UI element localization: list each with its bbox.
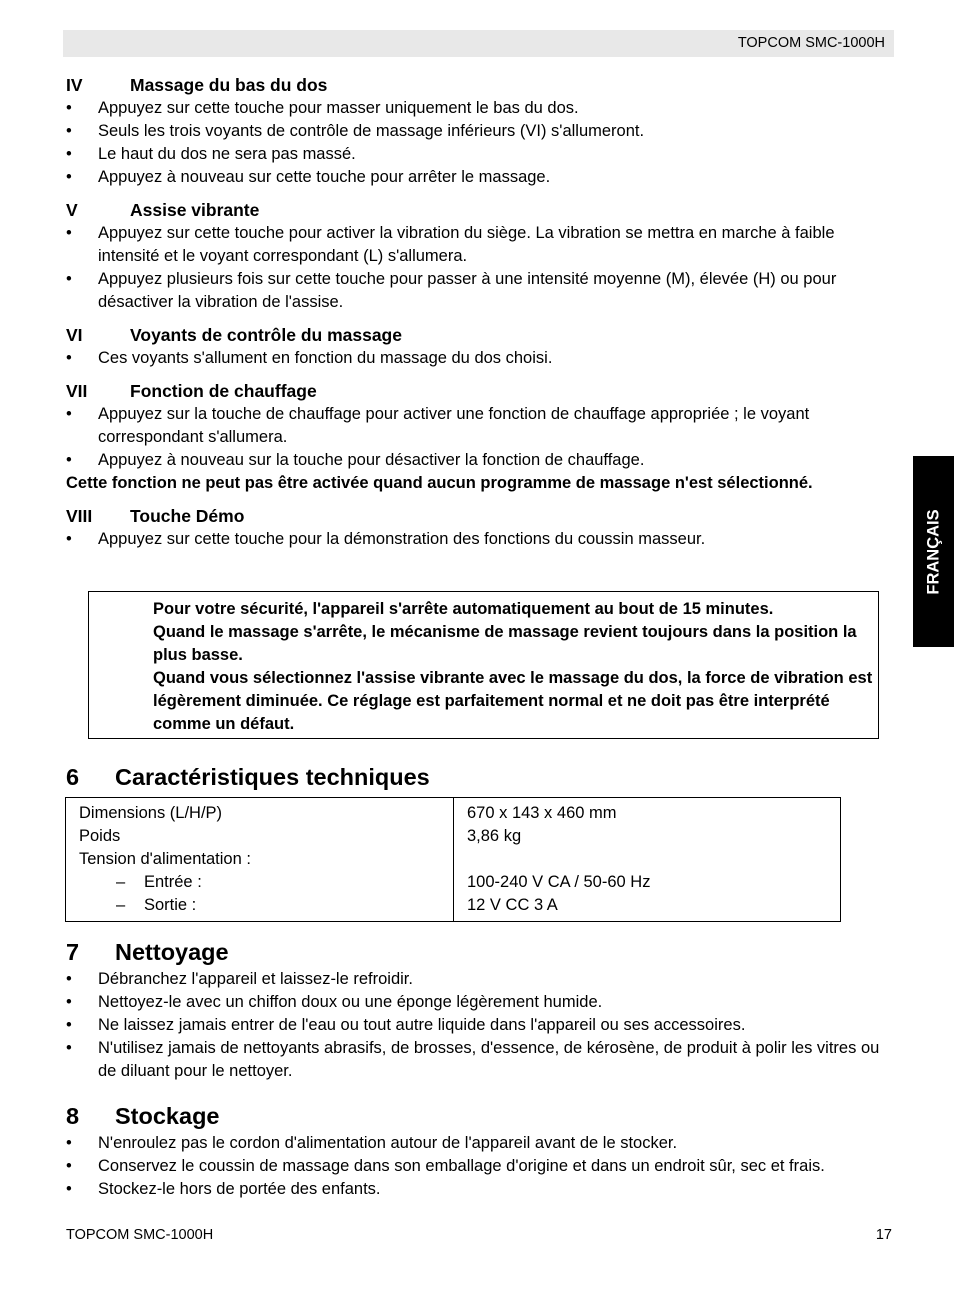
subsection-title: Touche Démo [130,506,245,526]
list-item-text: Appuyez sur cette touche pour activer la vibration du siège. La vibration se mettra en marche à faible intensité et le voyant correspondant (L) s'allumera. [98,224,835,265]
list-item [66,143,896,166]
spec-values-cell [454,798,841,922]
subsection-heading [66,505,896,528]
subsection-number: V [66,200,78,220]
bullet-icon: • [66,451,72,469]
bullet-list [66,347,896,370]
list-item [66,1155,896,1178]
spec-label: Poids [79,827,121,845]
subsection-title: Massage du bas du dos [130,75,328,95]
bullet-icon: • [66,145,72,163]
list-item-text: Appuyez sur cette touche pour la démonstration des fonctions du coussin masseur. [98,530,706,548]
list-item-text: Ces voyants s'allument en fonction du massage du dos choisi. [98,349,553,367]
bullet-icon: • [66,405,72,423]
spec-sublabel-text: Sortie : [144,896,197,914]
footer-title: TOPCOM SMC-1000H [66,1227,214,1243]
list-item-text: Appuyez plusieurs fois sur cette touche pour passer à une intensité moyenne (M), élevée (H) ou pour désactiver la vibration de l'assise. [98,270,837,311]
section-title: Stockage [115,1103,220,1129]
list-item [66,449,896,472]
heating-warning: Cette fonction ne peut pas être activée quand aucun programme de massage n'est sélectionné. [66,474,813,492]
bullet-icon: • [66,1180,72,1198]
subsection-heading [66,199,896,222]
list-item [66,268,896,314]
bullet-icon: • [66,168,72,186]
dash-icon: – [116,873,126,891]
bullet-list [66,403,896,472]
bullet-icon: • [66,1134,72,1152]
list-item-text: Appuyez sur la touche de chauffage pour activer une fonction de chauffage appropriée ; le voyant correspondant s'allumera. [98,405,810,446]
spec-value-empty [467,848,840,871]
list-item [66,97,896,120]
list-item [66,120,896,143]
language-tab [913,456,954,647]
bullet-icon: • [66,99,72,117]
bullet-icon: • [66,224,72,242]
list-item [66,166,896,189]
note-line: Pour votre sécurité, l'appareil s'arrête automatiquement au bout de 15 minutes. [153,600,774,618]
section-heading-storage [66,1102,220,1130]
bullet-list [66,97,896,189]
spec-value: 12 V CC 3 A [467,896,558,914]
bullet-icon: • [66,349,72,367]
section-number: 6 [66,764,80,790]
subsection-heading [66,74,896,97]
subsection-number: VI [66,325,83,345]
dash-icon: – [116,896,126,914]
language-tab-label: FRANÇAIS [924,508,942,595]
list-item-text: N'enroulez pas le cordon d'alimentation autour de l'appareil avant de le stocker. [98,1134,678,1152]
subsection-number: VIII [66,506,93,526]
subsection-heading [66,324,896,347]
safety-note-box [88,591,879,739]
list-item [66,1132,896,1155]
subsection-number: IV [66,75,83,95]
spec-labels-cell [66,798,454,922]
list-item-text: N'utilisez jamais de nettoyants abrasifs, de brosses, d'essence, de kérosène, de produit à polir les vitres ou de diluant pour le nettoyer. [98,1039,880,1080]
section-title: Caractéristiques techniques [115,764,430,790]
list-item-text: Appuyez à nouveau sur cette touche pour arrêter le massage. [98,168,551,186]
list-item-text: Appuyez sur cette touche pour masser uniquement le bas du dos. [98,99,579,117]
bullet-list [66,1132,896,1201]
list-item [66,403,896,449]
page-number: 17 [875,1227,892,1243]
subsection-heading [66,380,896,403]
spec-label: Tension d'alimentation : [79,850,251,868]
list-item-text: Seuls les trois voyants de contrôle de massage inférieurs (VI) s'allumeront. [98,122,645,140]
list-item [66,1037,896,1083]
note-line: Quand vous sélectionnez l'assise vibrante avec le massage du dos, la force de vibration est légèrement diminuée. Ce réglage est parfaitement normal et ne doit pas être interprété comme un défaut. [153,669,873,733]
bullet-icon: • [66,270,72,288]
spec-table [65,797,841,922]
bullet-icon: • [66,530,72,548]
list-item-text: Ne laissez jamais entrer de l'eau ou tout autre liquide dans l'appareil ou ses accessoires. [98,1016,746,1034]
spec-value: 670 x 143 x 460 mm [467,804,617,822]
bullet-icon: • [66,1039,72,1057]
subsection-title: Voyants de contrôle du massage [130,325,402,345]
spec-value: 3,86 kg [467,827,522,845]
spec-value: 100-240 V CA / 50-60 Hz [467,873,651,891]
subsection-number: VII [66,381,88,401]
bullet-icon: • [66,1157,72,1175]
section-number: 7 [66,939,80,965]
list-item [66,347,896,370]
header-title: TOPCOM SMC-1000H [737,35,885,51]
safety-note-text [153,598,876,736]
list-item [66,528,896,551]
table-row [66,798,841,922]
note-line: Quand le massage s'arrête, le mécanisme de massage revient toujours dans la position la plus basse. [153,623,857,664]
bullet-icon: • [66,122,72,140]
header-bar [63,30,894,57]
section-heading-cleaning [66,938,229,966]
subsection-title: Assise vibrante [130,200,260,220]
list-item-text: Appuyez à nouveau sur la touche pour désactiver la fonction de chauffage. [98,451,645,469]
list-item [66,1178,896,1201]
spec-label: Dimensions (L/H/P) [79,804,223,822]
list-item [66,222,896,268]
list-item-text: Stockez-le hors de portée des enfants. [98,1180,381,1198]
list-item-text: Conservez le coussin de massage dans son emballage d'origine et dans un endroit sûr, sec et frais. [98,1157,825,1175]
list-item-text: Nettoyez-le avec un chiffon doux ou une éponge légèrement humide. [98,993,603,1011]
section-heading-specs [66,763,430,791]
spec-sublabel [79,871,453,894]
bullet-icon: • [66,1016,72,1034]
bullet-icon: • [66,993,72,1011]
list-item-text: Le haut du dos ne sera pas massé. [98,145,356,163]
sub-sections [66,74,896,551]
spec-sublabel-text: Entrée : [144,873,202,891]
list-item [66,968,896,991]
bullet-list [66,528,896,551]
bullet-list [66,968,896,1083]
list-item [66,1014,896,1037]
spec-sublabel [79,894,453,917]
section-title: Nettoyage [115,939,229,965]
list-item [66,991,896,1014]
bullet-list [66,222,896,314]
bullet-icon: • [66,970,72,988]
subsection-title: Fonction de chauffage [130,381,317,401]
list-item-text: Débranchez l'appareil et laissez-le refroidir. [98,970,413,988]
section-number: 8 [66,1103,80,1129]
